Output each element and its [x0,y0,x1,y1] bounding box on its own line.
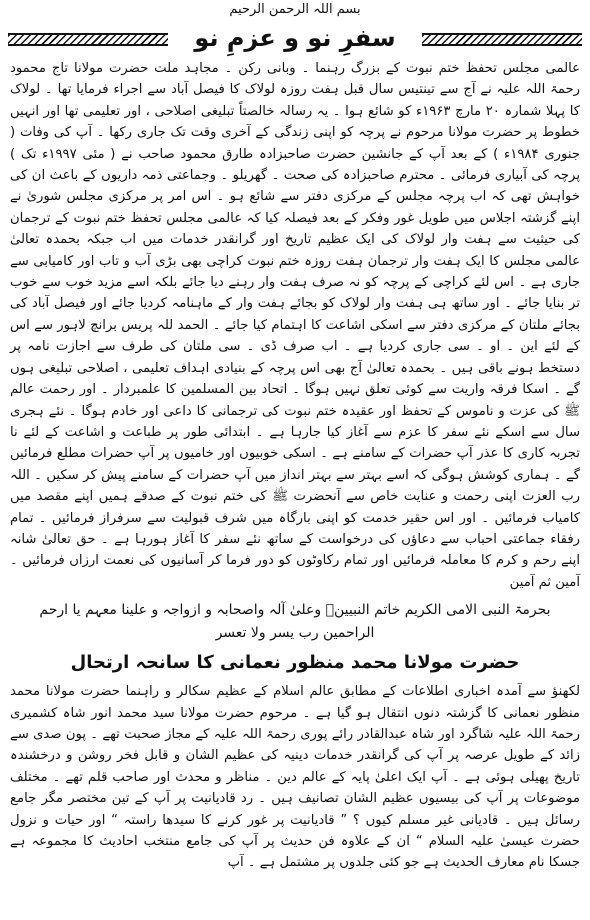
magazine-page [8,0,582,920]
section-title: حضرت مولانا محمد منظور نعمانی کا سانحہ ارتحال [70,652,520,674]
title-ornament-left [8,33,168,46]
editorial-paragraph: عالمی مجلس تحفظ ختم نبوت کے بزرگ رہنما ۔ وبانی رکن ۔ مجاہد ملت حضرت مولانا تاج محمود رحمۃ اللہ علیہ نے آج سے تینتیس سال قبل ہفت روزہ لولاک کا فیصل آباد سے اجراء فرمایا تھا ۔ لولاک کا پہلا شمارہ ۲۰ مارچ ۱۹۶۳ء کو شائع ہوا ۔ یہ رسالہ خالصتاً تبلیغی اصلاحی ، اور تعلیمی تھا اور انہیں خطوط پر حضرت مولانا مرحوم نے پرچہ کو اپنی زندگی کے آخری وقت تک جاری رکھا ۔ آپ کی وفات ( جنوری ۱۹۸۴ء ) کے بعد آپ کے جانشین حضرت صاحبزادہ طارق محمود صاحب نے ( مئی ۱۹۹۷ء تک ) پرچہ کی آبیاری فرمائی ۔ محترم صاحبزادہ کی صحت ۔ گھریلو ۔ وجماعتی ذمہ داریوں کے باعث ان کی خواہش تھی کہ اب پرچہ مجلس کے مرکزی دفتر سے شائع ہو ۔ اس امر پر مرکزی مجلس شوریٰ نے اپنے گزشتہ اجلاس میں طویل غور وفکر کے بعد فیصلہ کیا کہ عالمی مجلس تحفظ ختم نبوت کے ترجمان کی حیثیت سے ہفت وار لولاک کی ایک عظیم تاریخ اور گرانقدر خدمات میں اب جبکہ بحمدہ تعالیٰ عالمی مجلس کا ایک ہفت وار ترجمان ہفت روزہ ختم نبوت کراچی بھی بڑی آب و تاب اور کامیابی سے جاری ہے ۔ اس لئے کراچی کے پرچہ کو نہ صرف ہفت وار رہنے دیا جائے بلکہ اسے مزید خوب سے خوب تر بنایا جائے ۔ اور ساتھ ہی ہفت وار لولاک کو بجائے ہفت وار کے ماہنامہ کردیا جائے اور فیصل آباد کی بجائے ملتان کے مرکزی دفتر سے اسکی اشاعت کا اہتمام کیا جائے ۔ الحمد للہ پریس برانچ لاہور سے اس کے لئے این ۔ او ۔ سی جاری کردیا ہے ۔ اب صرف ڈی ۔ سی ملتان کی طرف سے اجازت نامہ پر دستخط ہونے باقی ہیں ۔ بحمدہ تعالیٰ آج بھی اس پرچہ کے بنیادی اہداف تعلیمی ، اصلاحی تبلیغی ہوں گے ۔ اسکا فرقہ واریت سے کوئی تعلق نہیں ہوگا ۔ اتحاد بین المسلمین کا علمبردار ۔ اور رحمت عالم ﷺ کی عزت و ناموس کے تحفظ اور عقیدہ ختم نبوت کی ترجمانی کا داعی اور خادم ہوگا ۔ نئے ہجری سال سے اسکے نئے سفر کا عزم سے آغاز کیا جارہا ہے ۔ ابتدائی طور پر طباعت و اشاعت کے لئے نا تجربہ کاری کا عذر آپ حضرات کے سامنے ہے ۔ اسکی خوبیوں اور خامیوں پر آپ حضرات مطلع فرمائیں گے ۔ ہماری کوشش ہوگی کہ اسے بہتر سے بہتر انداز میں آپ حضرات کے سامنے پیش کر سکیں ۔ اللہ رب العزت اپنی رحمت و عنایت خاص سے آنحضرت ﷺ کی ختم نبوت کے صدقے ہمیں اپنے مقصد میں کامیاب فرمائیں ۔ اور اس حقیر خدمت کو اپنی بارگاہ میں شرف قبولیت سے سرفراز فرمائیں ۔ تمام رفقاء جماعتی احباب سے دعاؤں کی درخواست کے ساتھ نئے سفر کا آغاز ہورہا ہے ۔ حق تعالیٰ شانہ اپنے رحم و کرم کا معاملہ فرمائیں اور تمام رکاوٹوں کو دور فرما کر آسانیوں کی نعمت ارزاں فرمائیں ۔ آمین ثم آمین [10,61,580,590]
bismillah-heading: بسم اللہ الرحمن الرحیم [229,2,361,17]
title-ornament-right [422,33,582,46]
obituary-paragraph: لکھنؤ سے آمدہ اخباری اطلاعات کے مطابق عالم اسلام کے عظیم سکالر و راہنما حضرت مولانا محمد منظور نعمانی کا گزشتہ دنوں انتقال ہو گیا ہے ۔ مرحوم حضرت مولانا سید محمد انور شاہ کشمیری رحمۃ اللہ علیہ شاگرد اور شاہ عبدالقادر رائے پوری رحمۃ اللہ علیہ کے مجاز صحبت تھے ۔ پون صدی سے زائد کے طویل عرصہ پر آپ کی گرانقدر خدمات دینیہ کی عظیم الشان و قابل فخر روشن و درخشندہ تاریخ پھیلی ہوئی ہے ۔ آپ ایک اعلیٰ پایہ کے عالم دین ۔ مناظر و محدث اور صاحب قلم تھے ۔ مختلف موضوعات پر آپ کی بیسیوں عظیم الشان تصانیف ہیں ۔ رد قادیانیت پر آپ کے تین مختصر مگر جامع رسائل ہیں ۔ قادیانی غیر مسلم کیوں ؟ ” قادیانیت پر غور کرنے کا سیدھا راستہ “ اور حیات و نزول حضرت عیسیٰ علیہ السلام “ ان کے علاوہ فن حدیث پر آپ کی جامع منتخب احادیث کا مجموعہ ہے جسکا نام معارف الحدیث ہے جو کئی جلدوں پر مشتمل ہے ۔ آپ [10,684,580,871]
closing-prayer: بحرمۃ النبی الامی الکریم خاتم النبیینؐ وعلیٰ آلہ واصحابہ و ازواجہ و علینا معہم یا ارحم الراحمین رب یسر ولا تعسر [39,602,551,642]
title-banner [8,22,582,58]
page-title: سفرِ نو و عزمِ نو [194,24,396,52]
